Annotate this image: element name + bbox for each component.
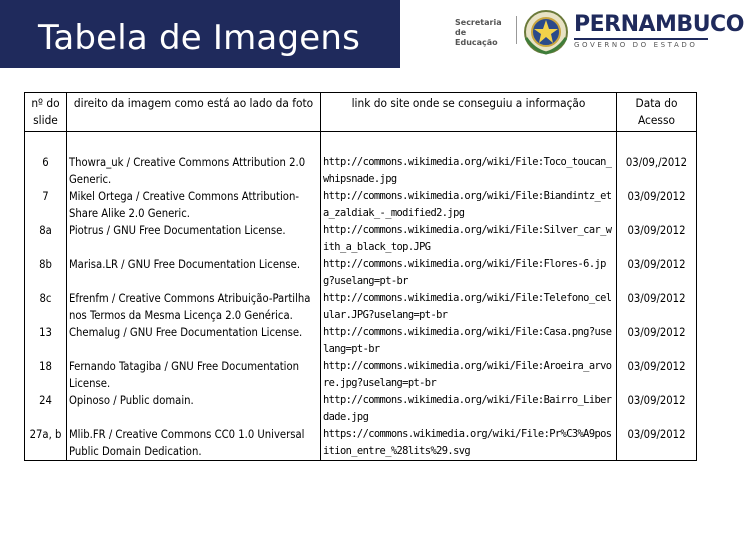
rights-cell: Marisa.LR / GNU Free Documentation License. (67, 256, 321, 290)
link-cell[interactable]: http://commons.wikimedia.org/wiki/File:Telefono_celular.JPG?uselang=pt-br (321, 290, 617, 324)
slide-cell: 6 (25, 154, 67, 188)
table-row (25, 188, 697, 222)
date-cell: 03/09/2012 (617, 392, 697, 426)
date-cell: 03/09/2012 (617, 256, 697, 290)
secretaria-line-3: Educação (455, 38, 498, 47)
spacer-cell (25, 132, 67, 155)
table-row (25, 154, 697, 188)
link-cell[interactable]: http://commons.wikimedia.org/wiki/File:Silver_car_with_a_black_top.JPG (321, 222, 617, 256)
page-title: Tabela de Imagens (38, 18, 361, 58)
table-row (25, 358, 697, 392)
table-row (25, 222, 697, 256)
spacer-cell (67, 132, 321, 155)
state-seal-icon (522, 8, 570, 56)
spacer-cell (321, 132, 617, 155)
rights-cell: Chemalug / GNU Free Documentation License. (67, 324, 321, 358)
rights-cell: Opinoso / Public domain. (67, 392, 321, 426)
table-header-row (25, 93, 697, 132)
link-cell[interactable]: http://commons.wikimedia.org/wiki/File:Flores-6.jpg?uselang=pt-br (321, 256, 617, 290)
header-date: Data do Acesso (617, 93, 697, 132)
rights-cell: Mlib.FR / Creative Commons CC0 1.0 Universal Public Domain Dedication. (67, 426, 321, 461)
table-row (25, 256, 697, 290)
slide-cell: 8a (25, 222, 67, 256)
slide-cell: 13 (25, 324, 67, 358)
table-row (25, 426, 697, 461)
table-row (25, 290, 697, 324)
rights-cell: Thowra_uk / Creative Commons Attribution 2.0 Generic. (67, 154, 321, 188)
slide-cell: 8c (25, 290, 67, 324)
slide-cell: 18 (25, 358, 67, 392)
rights-cell: Piotrus / GNU Free Documentation License. (67, 222, 321, 256)
rights-cell: Efrenfm / Creative Commons Atribuição-Partilha nos Termos da Mesma Licença 2.0 Genérica. (67, 290, 321, 324)
secretaria-line-1: Secretaria (455, 18, 502, 27)
image-credits-table (24, 92, 697, 461)
date-cell: 03/09,/2012 (617, 154, 697, 188)
header-link: link do site onde se conseguiu a informação (321, 93, 617, 132)
slide-cell: 8b (25, 256, 67, 290)
rights-cell: Mikel Ortega / Creative Commons Attribution-Share Alike 2.0 Generic. (67, 188, 321, 222)
link-cell[interactable]: http://commons.wikimedia.org/wiki/File:Biandintz_eta_zaldiak_-_modified2.jpg (321, 188, 617, 222)
table-row (25, 324, 697, 358)
link-cell[interactable]: http://commons.wikimedia.org/wiki/File:Casa.png?uselang=pt-br (321, 324, 617, 358)
spacer-cell (617, 132, 697, 155)
state-subtitle: GOVERNO DO ESTADO (574, 41, 698, 49)
link-cell[interactable]: http://commons.wikimedia.org/wiki/File:Aroeira_arvore.jpg?uselang=pt-br (321, 358, 617, 392)
link-cell[interactable]: http://commons.wikimedia.org/wiki/File:Toco_toucan_whipsnade.jpg (321, 154, 617, 188)
slide-cell: 7 (25, 188, 67, 222)
date-cell: 03/09/2012 (617, 222, 697, 256)
logo-divider (516, 16, 517, 44)
secretaria-label (455, 18, 517, 48)
table-spacer-row (25, 132, 697, 155)
date-cell: 03/09/2012 (617, 290, 697, 324)
header-slide: nº do slide (25, 93, 67, 132)
secretaria-line-2: de (455, 28, 467, 37)
state-underline (574, 38, 708, 40)
link-cell[interactable]: http://commons.wikimedia.org/wiki/File:Bairro_Liberdade.jpg (321, 392, 617, 426)
slide-cell: 24 (25, 392, 67, 426)
date-cell: 03/09/2012 (617, 188, 697, 222)
title-bar (0, 0, 400, 68)
link-cell[interactable]: https://commons.wikimedia.org/wiki/File:Pr%C3%A9position_entre_%28lits%29.svg (321, 426, 617, 461)
date-cell: 03/09/2012 (617, 358, 697, 392)
state-name: PERNAMBUCO (574, 12, 744, 37)
table-row (25, 392, 697, 426)
slide-cell: 27a, b (25, 426, 67, 461)
date-cell: 03/09/2012 (617, 426, 697, 461)
header-rights: direito da imagem como está ao lado da foto (67, 93, 321, 132)
rights-cell: Fernando Tatagiba / GNU Free Documentation License. (67, 358, 321, 392)
date-cell: 03/09/2012 (617, 324, 697, 358)
slide-header (0, 0, 744, 78)
